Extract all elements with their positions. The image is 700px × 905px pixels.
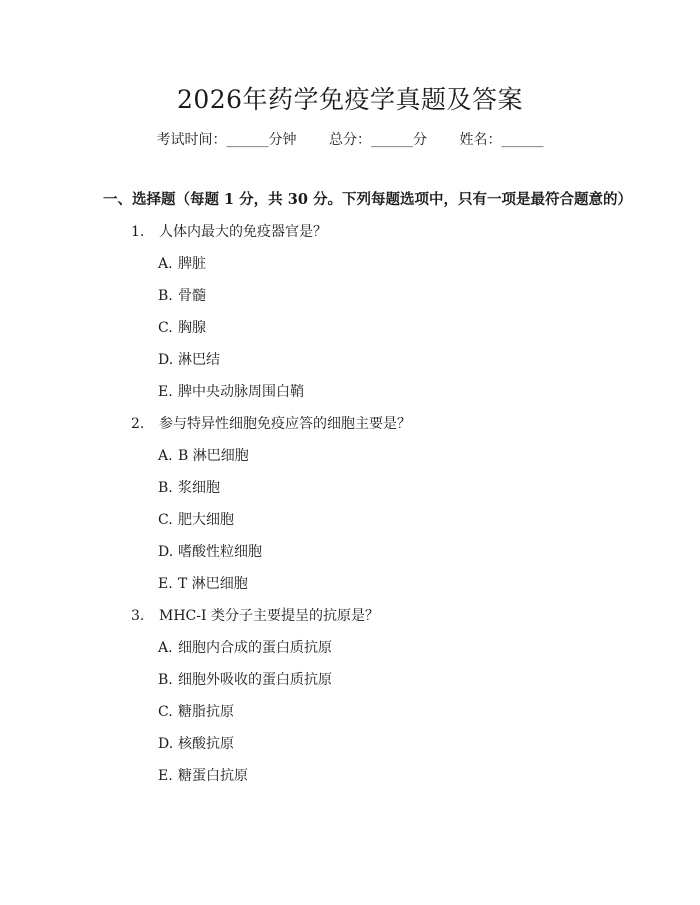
section-title: 一、选择题（每题 1 分，共 30 分。下列每题选项中，只有一项是最符合题意的） — [103, 191, 632, 208]
option-d — [0, 734, 700, 766]
option-d — [0, 350, 700, 382]
question-number: 3. — [131, 608, 145, 624]
option-text: 肥大细胞 — [178, 512, 234, 528]
option-text: B 淋巴细胞 — [178, 448, 249, 464]
option-a — [0, 446, 700, 478]
option-e — [0, 574, 700, 606]
option-letter: C. — [158, 320, 173, 336]
question-number: 1. — [131, 224, 145, 240]
question-stem — [0, 222, 700, 254]
option-letter: B. — [158, 672, 173, 688]
question-1 — [0, 222, 700, 414]
option-text: 糖脂抗原 — [178, 704, 234, 720]
option-text: 脾脏 — [178, 256, 206, 272]
option-text: 糖蛋白抗原 — [178, 768, 248, 784]
option-letter: E. — [158, 768, 173, 784]
option-letter: D. — [158, 352, 174, 368]
question-stem — [0, 606, 700, 638]
option-b — [0, 286, 700, 318]
option-d — [0, 542, 700, 574]
total-score-field: 总分：______分 — [329, 132, 427, 148]
option-e — [0, 766, 700, 798]
option-a — [0, 254, 700, 286]
option-c — [0, 318, 700, 350]
option-letter: E. — [158, 576, 173, 592]
option-text: 细胞外吸收的蛋白质抗原 — [178, 672, 332, 688]
question-text: 人体内最大的免疫器官是？ — [159, 224, 327, 240]
question-3 — [0, 606, 700, 798]
option-text: 脾中央动脉周围白鞘 — [178, 384, 304, 400]
page-title: 2026年药学免疫学真题及答案 — [176, 85, 524, 114]
option-text: 细胞内合成的蛋白质抗原 — [178, 640, 332, 656]
option-letter: B. — [158, 480, 173, 496]
option-letter: A. — [158, 256, 173, 272]
option-c — [0, 702, 700, 734]
option-a — [0, 638, 700, 670]
option-c — [0, 510, 700, 542]
question-number: 2. — [131, 416, 145, 432]
option-text: T 淋巴细胞 — [178, 576, 248, 592]
question-text: MHC-I 类分子主要提呈的抗原是？ — [159, 608, 379, 624]
name-field: 姓名：______ — [459, 132, 544, 148]
option-letter: D. — [158, 736, 174, 752]
option-text: 核酸抗原 — [178, 736, 234, 752]
option-text: 浆细胞 — [178, 480, 220, 496]
option-letter: C. — [158, 704, 173, 720]
option-b — [0, 670, 700, 702]
option-text: 胸腺 — [178, 320, 206, 336]
option-text: 淋巴结 — [178, 352, 220, 368]
question-list — [0, 222, 700, 798]
option-b — [0, 478, 700, 510]
option-e — [0, 382, 700, 414]
option-letter: B. — [158, 288, 173, 304]
option-text: 骨髓 — [178, 288, 206, 304]
option-text: 嗜酸性粒细胞 — [178, 544, 262, 560]
exam-time-field: 考试时间：______分钟 — [156, 132, 297, 148]
option-letter: C. — [158, 512, 173, 528]
question-text: 参与特异性细胞免疫应答的细胞主要是？ — [159, 416, 411, 432]
question-stem — [0, 414, 700, 446]
option-letter: E. — [158, 384, 173, 400]
exam-meta — [0, 130, 700, 150]
question-2 — [0, 414, 700, 606]
option-letter: D. — [158, 544, 174, 560]
option-letter: A. — [158, 640, 173, 656]
option-letter: A. — [158, 448, 173, 464]
